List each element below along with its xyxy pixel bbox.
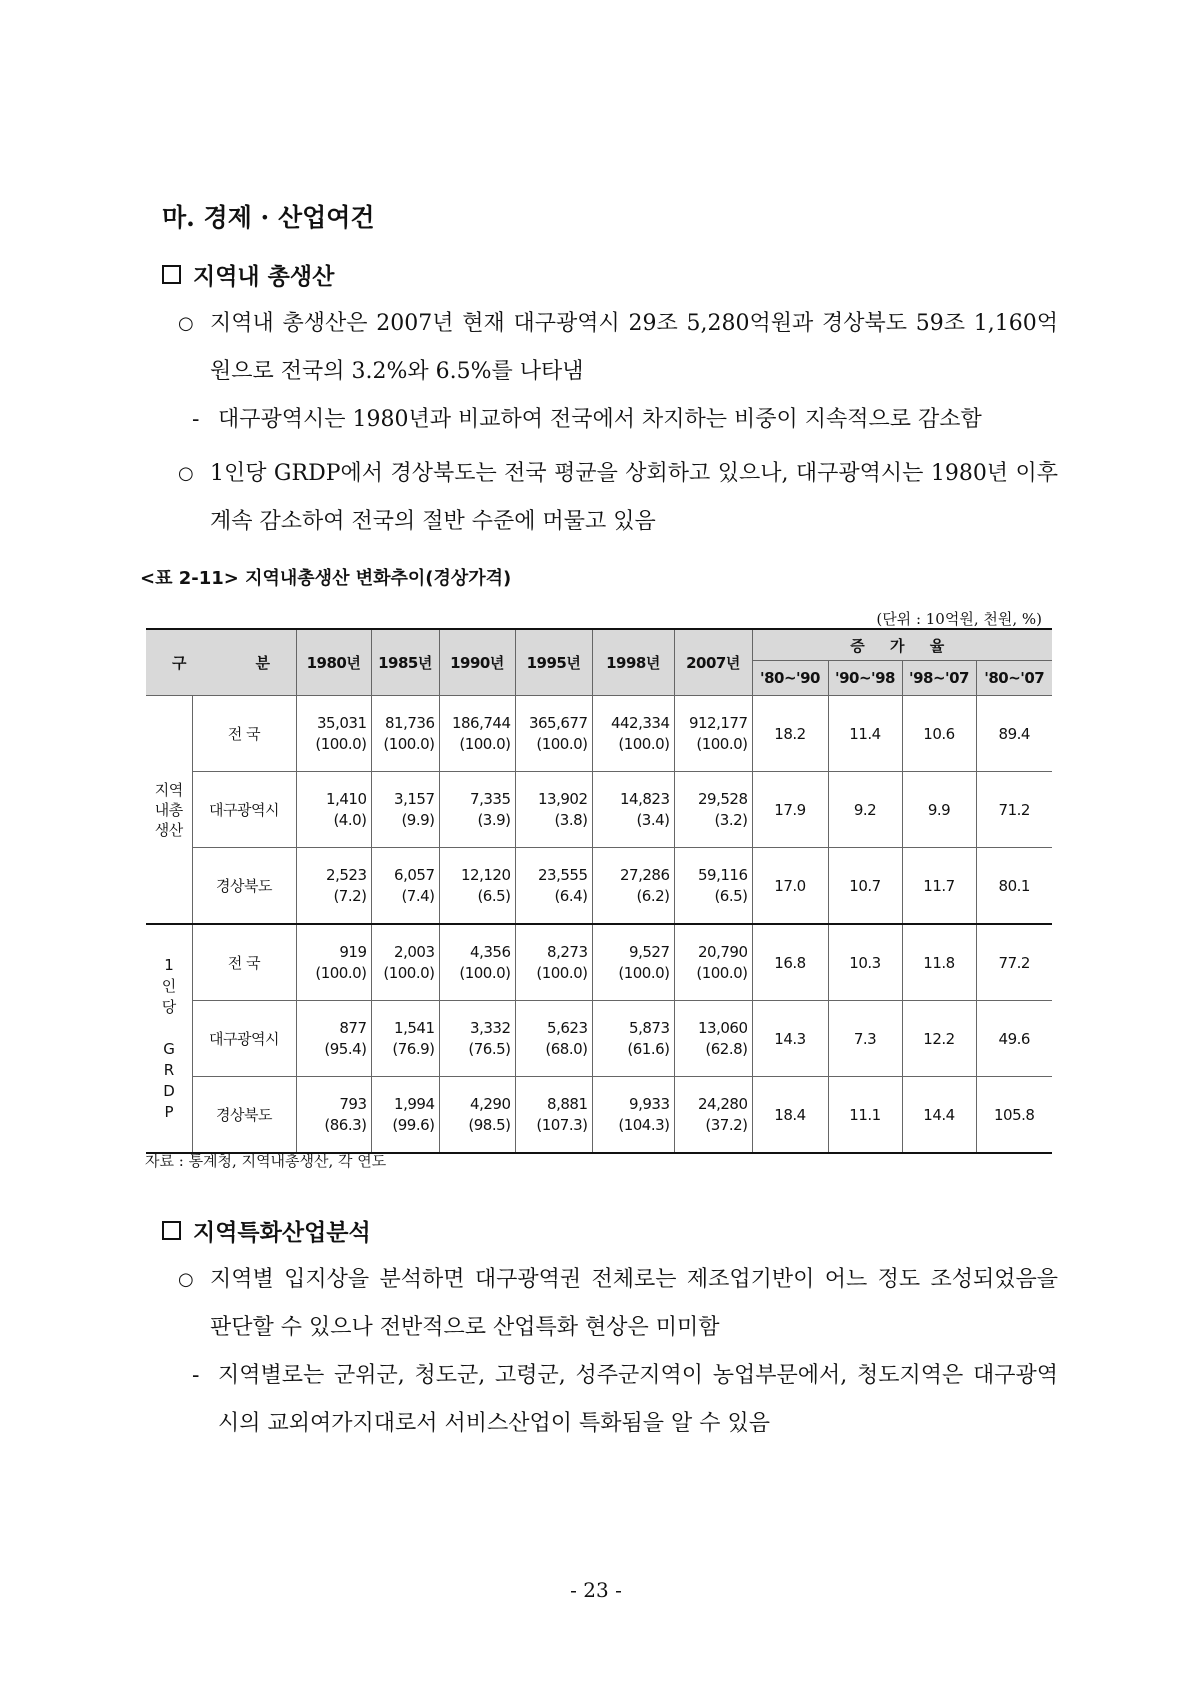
value: 29,528: [698, 789, 748, 808]
share: (6.4): [554, 886, 588, 905]
value-cell: [371, 924, 439, 1001]
value-cell: [439, 772, 515, 848]
share: (100.0): [696, 963, 748, 982]
value-cell: [371, 696, 439, 772]
value-cell: [592, 1077, 674, 1154]
value: 23,555: [538, 865, 588, 884]
region-cell: 대구광역시: [192, 1001, 296, 1077]
row-group-label: 1 인 당 G R D P: [146, 924, 192, 1153]
growth-cell: 12.2: [902, 1001, 976, 1077]
value: 24,280: [698, 1094, 748, 1113]
value: 9,933: [629, 1094, 670, 1113]
header-year: 2007년: [674, 629, 752, 696]
growth-cell: 18.2: [752, 696, 828, 772]
header-growth-period: '80~'90: [752, 661, 828, 696]
share: (6.5): [714, 886, 748, 905]
value-cell: [296, 924, 371, 1001]
share: (3.4): [636, 810, 670, 829]
value-cell: [296, 696, 371, 772]
value: 8,881: [547, 1094, 588, 1113]
growth-cell: 89.4: [976, 696, 1052, 772]
share: (100.0): [459, 963, 511, 982]
table-row: [146, 772, 1052, 848]
growth-cell: 11.7: [902, 848, 976, 925]
growth-cell: 11.8: [902, 924, 976, 1001]
growth-cell: 9.9: [902, 772, 976, 848]
share: (6.5): [477, 886, 511, 905]
share: (76.9): [392, 1039, 435, 1058]
value-cell: [674, 848, 752, 925]
value-cell: [371, 772, 439, 848]
share: (68.0): [545, 1039, 588, 1058]
section-title: 마. 경제 · 산업여건: [162, 203, 375, 232]
value-cell: [439, 848, 515, 925]
growth-cell: 10.6: [902, 696, 976, 772]
share: (4.0): [333, 810, 367, 829]
table-header-row: [146, 629, 1052, 661]
subsection-title-text: 지역특화산업분석: [193, 1219, 371, 1246]
value-cell: [296, 1077, 371, 1154]
value-cell: [296, 848, 371, 925]
value-cell: [592, 696, 674, 772]
growth-cell: 7.3: [828, 1001, 902, 1077]
share: (3.2): [714, 810, 748, 829]
value-cell: [515, 924, 592, 1001]
subsection-title-grdp: [162, 258, 334, 291]
dash-text: 대구광역시는 1980년과 비교하여 전국에서 차지하는 비중이 지속적으로 감소함: [218, 407, 982, 432]
growth-cell: 71.2: [976, 772, 1052, 848]
table-row: [146, 696, 1052, 772]
value: 8,273: [547, 942, 588, 961]
share: (100.0): [536, 734, 588, 753]
share: (9.9): [401, 810, 435, 829]
share: (95.4): [324, 1039, 367, 1058]
value: 877: [339, 1018, 367, 1037]
share: (76.5): [468, 1039, 511, 1058]
share: (62.8): [705, 1039, 748, 1058]
value-cell: [674, 1001, 752, 1077]
value-cell: [674, 1077, 752, 1154]
table-unit-note: (단위 : 10억원, 천원, %): [876, 610, 1042, 628]
share: (107.3): [536, 1115, 588, 1134]
value-cell: [371, 1077, 439, 1154]
header-year: 1990년: [439, 629, 515, 696]
value: 793: [339, 1094, 367, 1113]
growth-cell: 17.0: [752, 848, 828, 925]
value-cell: [592, 848, 674, 925]
value: 7,335: [470, 789, 511, 808]
value: 1,410: [326, 789, 367, 808]
share: (86.3): [324, 1115, 367, 1134]
share: (6.2): [636, 886, 670, 905]
value: 919: [339, 942, 367, 961]
header-gu: 구: [172, 654, 186, 672]
value: 442,334: [610, 713, 670, 732]
table-row: [146, 924, 1052, 1001]
header-category: [146, 629, 296, 696]
value: 4,356: [470, 942, 511, 961]
value-cell: [439, 1001, 515, 1077]
value-cell: [296, 772, 371, 848]
bullet-paragraph: [178, 300, 1058, 396]
share: (100.0): [696, 734, 748, 753]
value: 14,823: [620, 789, 670, 808]
circle-bullet-icon: ○: [178, 1269, 194, 1290]
value-cell: [515, 1077, 592, 1154]
value-cell: [515, 848, 592, 925]
bullet-text: 지역별 입지상을 분석하면 대구광역권 전체로는 제조업기반이 어느 정도 조성되었음을 판단할 수 있으나 전반적으로 산업특화 현상은 미미함: [210, 1267, 1058, 1340]
value: 186,744: [451, 713, 511, 732]
value: 2,003: [394, 942, 435, 961]
value: 5,873: [629, 1018, 670, 1037]
share: (100.0): [536, 963, 588, 982]
table-source-note: 자료 : 통계청, 지역내총생산, 각 연도: [145, 1152, 387, 1170]
value-cell: [371, 848, 439, 925]
value: 13,902: [538, 789, 588, 808]
header-year: 1980년: [296, 629, 371, 696]
value-cell: [296, 1001, 371, 1077]
value: 35,031: [317, 713, 367, 732]
value-cell: [674, 772, 752, 848]
value-cell: [674, 696, 752, 772]
value: 9,527: [629, 942, 670, 961]
value: 1,541: [394, 1018, 435, 1037]
table-caption: <표 2-11> 지역내총생산 변화추이(경상가격): [140, 568, 512, 589]
share: (7.4): [401, 886, 435, 905]
value-cell: [674, 924, 752, 1001]
value: 3,332: [470, 1018, 511, 1037]
growth-cell: 49.6: [976, 1001, 1052, 1077]
share: (61.6): [627, 1039, 670, 1058]
share: (100.0): [315, 963, 367, 982]
circle-bullet-icon: ○: [178, 313, 194, 334]
region-cell: 경상북도: [192, 848, 296, 925]
value-cell: [439, 1077, 515, 1154]
value: 365,677: [528, 713, 588, 732]
share: (7.2): [333, 886, 367, 905]
row-group-label: 지역 내총 생산: [146, 696, 192, 925]
growth-cell: 10.3: [828, 924, 902, 1001]
value: 20,790: [698, 942, 748, 961]
growth-cell: 105.8: [976, 1077, 1052, 1154]
share: (98.5): [468, 1115, 511, 1134]
circle-bullet-icon: ○: [178, 463, 194, 484]
growth-cell: 11.4: [828, 696, 902, 772]
table-row: [146, 1077, 1052, 1154]
subsection-title-industry: [162, 1214, 371, 1247]
header-year: 1998년: [592, 629, 674, 696]
value-cell: [515, 1001, 592, 1077]
dash-paragraph: [192, 1352, 1058, 1448]
value-cell: [439, 924, 515, 1001]
share: (104.3): [618, 1115, 670, 1134]
value: 2,523: [326, 865, 367, 884]
value: 27,286: [620, 865, 670, 884]
share: (100.0): [618, 734, 670, 753]
growth-cell: 16.8: [752, 924, 828, 1001]
region-cell: 대구광역시: [192, 772, 296, 848]
bullet-text: 지역내 총생산은 2007년 현재 대구광역시 29조 5,280억원과 경상북도 59조 1,160억원으로 전국의 3.2%와 6.5%를 나타냄: [210, 311, 1058, 384]
value-cell: [515, 696, 592, 772]
region-cell: 경상북도: [192, 1077, 296, 1154]
header-growth-rate: 증 가 율: [752, 629, 1052, 661]
square-bullet-icon: [162, 265, 181, 284]
value: 912,177: [688, 713, 748, 732]
header-year: 1995년: [515, 629, 592, 696]
page-number: - 23 -: [570, 1578, 622, 1602]
region-cell: 전 국: [192, 924, 296, 1001]
share: (37.2): [705, 1115, 748, 1134]
value-cell: [371, 1001, 439, 1077]
share: (99.6): [392, 1115, 435, 1134]
value: 3,157: [394, 789, 435, 808]
growth-cell: 10.7: [828, 848, 902, 925]
share: (100.0): [459, 734, 511, 753]
growth-cell: 9.2: [828, 772, 902, 848]
share: (100.0): [618, 963, 670, 982]
value-cell: [515, 772, 592, 848]
table-row: [146, 848, 1052, 925]
value-cell: [439, 696, 515, 772]
value: 6,057: [394, 865, 435, 884]
growth-cell: 80.1: [976, 848, 1052, 925]
growth-cell: 77.2: [976, 924, 1052, 1001]
value-cell: [592, 924, 674, 1001]
bullet-paragraph: [178, 450, 1058, 546]
share: (3.8): [554, 810, 588, 829]
header-growth-period: '90~'98: [828, 661, 902, 696]
header-growth-period: '98~'07: [902, 661, 976, 696]
square-bullet-icon: [162, 1221, 181, 1240]
value: 5,623: [547, 1018, 588, 1037]
region-cell: 전 국: [192, 696, 296, 772]
dash-mark: -: [192, 1363, 200, 1388]
subsection-title-text: 지역내 총생산: [193, 263, 335, 290]
value: 59,116: [698, 865, 748, 884]
value: 4,290: [470, 1094, 511, 1113]
value-cell: [592, 772, 674, 848]
value: 13,060: [698, 1018, 748, 1037]
growth-cell: 14.3: [752, 1001, 828, 1077]
share: (100.0): [383, 963, 435, 982]
value: 12,120: [461, 865, 511, 884]
table-row: [146, 1001, 1052, 1077]
header-year: 1985년: [371, 629, 439, 696]
growth-cell: 17.9: [752, 772, 828, 848]
dash-text: 지역별로는 군위군, 청도군, 고령군, 성주군지역이 농업부문에서, 청도지역은 대구광역시의 교외여가지대로서 서비스산업이 특화됨을 알 수 있음: [218, 1363, 1058, 1436]
bullet-paragraph: [178, 1256, 1058, 1352]
header-growth-period: '80~'07: [976, 661, 1052, 696]
growth-cell: 18.4: [752, 1077, 828, 1154]
grdp-table: [146, 628, 1052, 1154]
bullet-text: 1인당 GRDP에서 경상북도는 전국 평균을 상회하고 있으나, 대구광역시는 1980년 이후 계속 감소하여 전국의 절반 수준에 머물고 있음: [210, 461, 1058, 534]
value: 1,994: [394, 1094, 435, 1113]
value-cell: [592, 1001, 674, 1077]
share: (100.0): [315, 734, 367, 753]
header-bun: 분: [255, 654, 270, 672]
share: (100.0): [383, 734, 435, 753]
growth-cell: 14.4: [902, 1077, 976, 1154]
dash-paragraph: [192, 396, 1058, 444]
dash-mark: -: [192, 407, 200, 432]
growth-cell: 11.1: [828, 1077, 902, 1154]
share: (3.9): [477, 810, 511, 829]
value: 81,736: [385, 713, 435, 732]
